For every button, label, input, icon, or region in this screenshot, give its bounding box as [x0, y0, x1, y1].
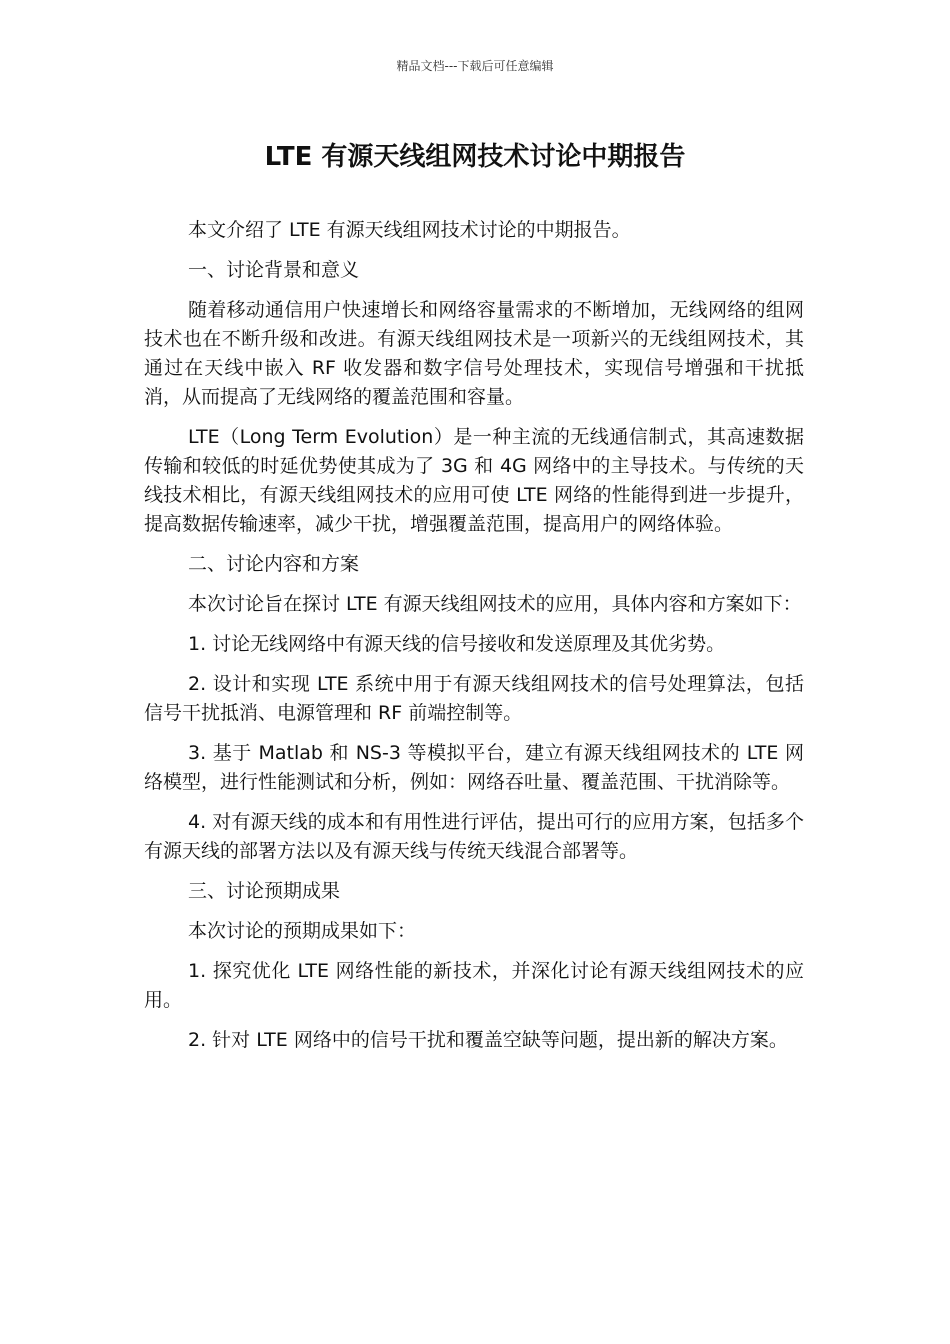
- body-paragraph: 随着移动通信用户快速增长和网络容量需求的不断增加，无线网络的组网技术也在不断升级和改进。有源天线组网技术是一项新兴的无线组网技术，其通过在天线中嵌入 RF 收发器和数字信号处理技术，实现信号增强和干扰抵消，从而提高了无线网络的覆盖范围和容量。: [144, 299, 804, 408]
- section-heading-content: 二、讨论内容和方案: [188, 553, 360, 575]
- document-body: [144, 216, 804, 1066]
- list-item: 1. 讨论无线网络中有源天线的信号接收和发送原理及其优劣势。: [188, 633, 726, 655]
- section-heading-outcomes: 三、讨论预期成果: [188, 880, 341, 902]
- list-item: 4. 对有源天线的成本和有用性进行评估，提出可行的应用方案，包括多个有源天线的部署方法以及有源天线与传统天线混合部署等。: [144, 811, 804, 862]
- list-item: 2. 针对 LTE 网络中的信号干扰和覆盖空缺等问题，提出新的解决方案。: [188, 1029, 788, 1051]
- page-header: 精品文档---下载后可任意编辑: [396, 59, 554, 73]
- list-item: 3. 基于 Matlab 和 NS-3 等模拟平台，建立有源天线组网技术的 LTE 网络模型，进行性能测试和分析，例如：网络吞吐量、覆盖范围、干扰消除等。: [144, 742, 804, 793]
- document-title: LTE 有源天线组网技术讨论中期报告: [264, 142, 686, 172]
- body-paragraph: LTE（Long Term Evolution）是一种主流的无线通信制式，其高速数据传输和较低的时延优势使其成为了 3G 和 4G 网络中的主导技术。与传统的天线技术相比，有源天线组网技术的应用可使 LTE 网络的性能得到进一步提升，提高数据传输速率，减少干扰，增强覆盖范围，提高用户的网络体验。: [144, 426, 804, 535]
- list-item: 2. 设计和实现 LTE 系统中用于有源天线组网技术的信号处理算法，包括信号干扰抵消、电源管理和 RF 前端控制等。: [144, 673, 804, 724]
- list-item: 1. 探究优化 LTE 网络性能的新技术，并深化讨论有源天线组网技术的应用。: [144, 960, 804, 1011]
- section-heading-background: 一、讨论背景和意义: [188, 259, 360, 281]
- intro-paragraph: 本文介绍了 LTE 有源天线组网技术讨论的中期报告。: [188, 219, 631, 241]
- body-paragraph: 本次讨论的预期成果如下：: [188, 920, 417, 942]
- body-paragraph: 本次讨论旨在探讨 LTE 有源天线组网技术的应用，具体内容和方案如下：: [188, 593, 802, 615]
